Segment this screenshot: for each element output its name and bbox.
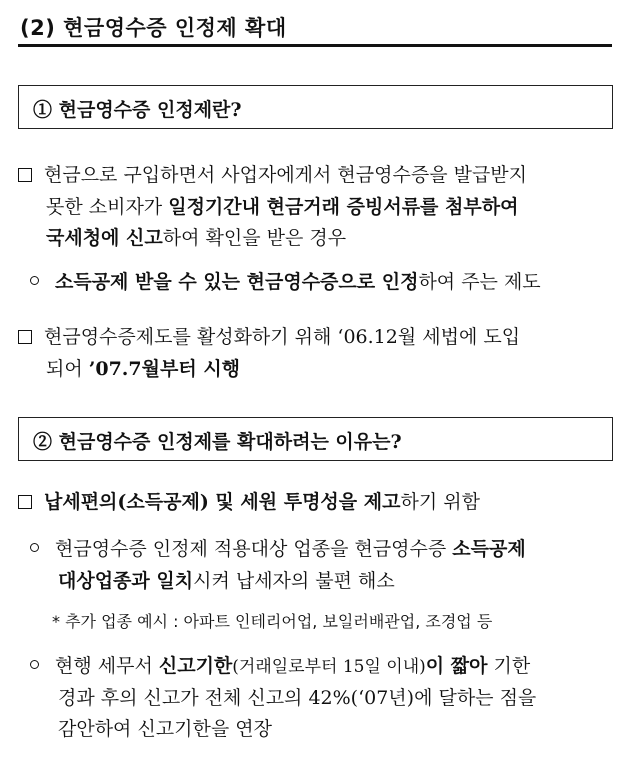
bullet-2-line-1	[18, 322, 520, 352]
bullet-1-line-1	[18, 160, 614, 190]
circle-bullet-icon	[30, 543, 39, 552]
square-bullet-icon	[18, 330, 32, 344]
question-1: ① 현금영수증 인정제란?	[33, 99, 242, 121]
bold-text: 일정기간내 현금거래 증빙서류를 첨부하여	[168, 196, 519, 218]
text: 하기 위함	[400, 491, 480, 513]
question-box-2	[18, 417, 613, 461]
text: 하여 확인을 받은 경우	[162, 227, 347, 249]
bold-text: 이 짧아	[425, 655, 488, 677]
text: 되어	[46, 358, 89, 380]
bold-text: 대상업종과 일치	[58, 570, 194, 592]
circle-item-3-line-1	[30, 651, 530, 682]
bold-text: 소득공제	[452, 538, 526, 560]
circle-item-3-line-2	[58, 683, 536, 713]
circle-bullet-icon	[30, 276, 39, 285]
text: 현금영수증제도를 활성화하기 위해 ‘06.12월 세법에 도입	[44, 326, 521, 348]
text: 현금으로 구입하면서 사업자에게서 현금영수증을 발급받지	[44, 164, 528, 186]
text: 시켜 납세자의 불편 해소	[193, 570, 395, 592]
bold-text: ’07.7월부터 시행	[88, 358, 241, 380]
question-2: ② 현금영수증 인정제를 확대하려는 이유는?	[33, 431, 402, 453]
text: 기한	[487, 655, 531, 677]
text: 하여 주는 제도	[418, 271, 541, 293]
bold-text: 소득공제 받을 수 있는 현금영수증으로 인정	[55, 271, 419, 293]
bold-text: 국세청에 신고	[46, 227, 163, 249]
bullet-3	[18, 487, 480, 517]
circle-item-2-line-2	[58, 566, 395, 596]
footnote: * 추가 업종 예시 : 아파트 인테리어업, 보일러배관업, 조경업 등	[52, 612, 493, 631]
square-bullet-icon	[18, 168, 32, 182]
bullet-2-line-2	[46, 354, 240, 384]
text: 현행 세무서	[55, 655, 159, 677]
bold-text: 납세편의(소득공제) 및 세원 투명성을 제고	[44, 491, 401, 513]
text: 못한 소비자가	[46, 196, 169, 218]
text: 현금영수증 인정제 적용대상 업종을 현금영수증	[55, 538, 453, 560]
circle-item-1	[30, 267, 541, 297]
bullet-1-line-3	[46, 223, 346, 253]
circle-bullet-icon	[30, 660, 39, 669]
bold-text: 신고기한	[158, 655, 233, 677]
bullet-1-line-2	[46, 192, 614, 222]
section-title: (2) 현금영수증 인정제 확대	[20, 16, 287, 40]
question-box-1	[18, 85, 613, 129]
circle-item-3-line-3	[58, 714, 272, 744]
text: 감안하여 신고기한을 연장	[58, 718, 272, 740]
text: (거래일로부터 15일 이내)	[232, 657, 426, 677]
text: 경과 후의 신고가 전체 신고의 42%(‘07년)에 달하는 점을	[58, 687, 537, 709]
title-underline	[18, 44, 612, 47]
circle-item-2-line-1	[30, 534, 526, 564]
square-bullet-icon	[18, 495, 32, 509]
